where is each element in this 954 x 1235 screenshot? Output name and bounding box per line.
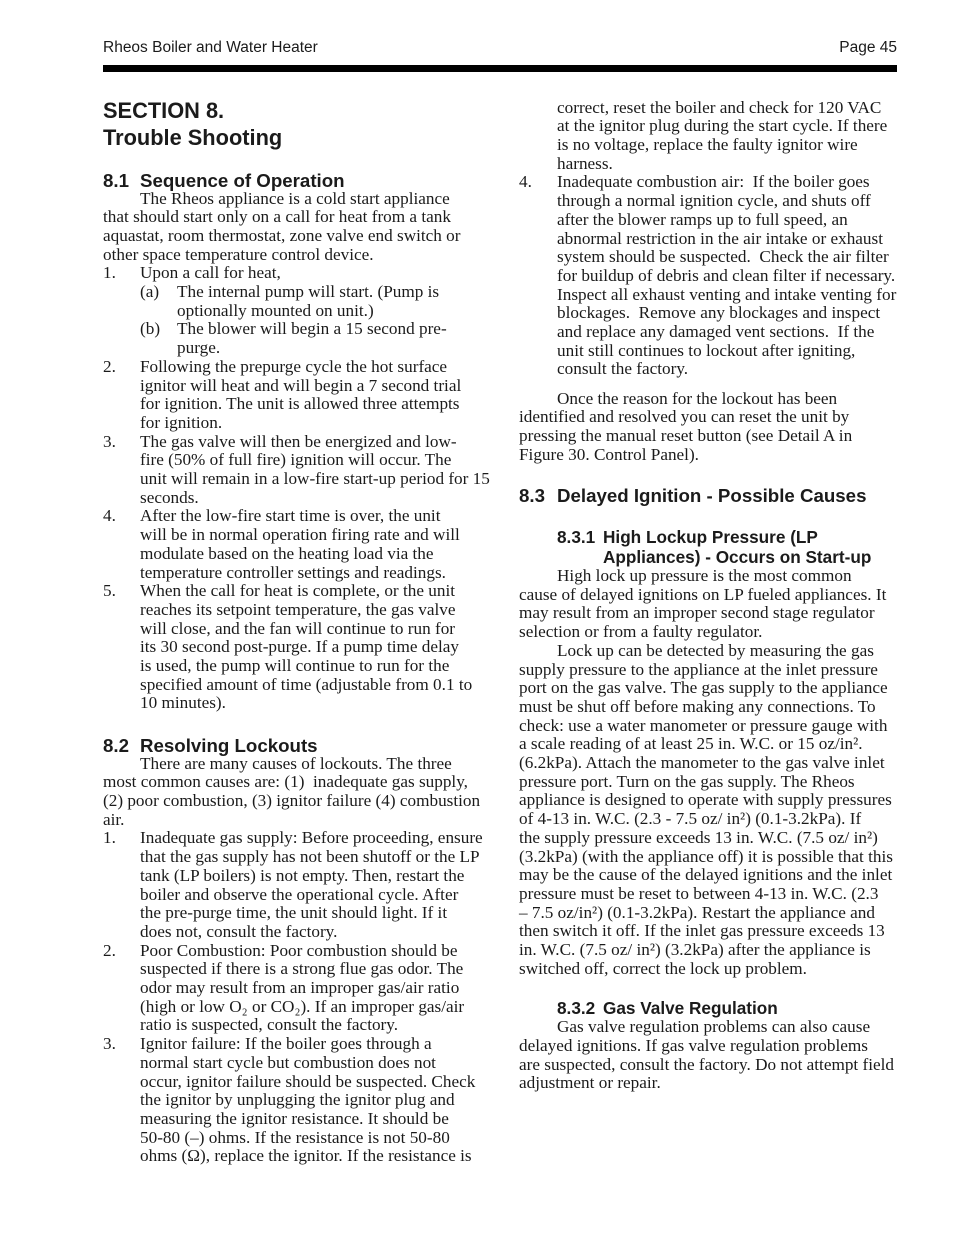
section-label: SECTION 8.	[103, 98, 225, 123]
list-item	[103, 582, 498, 713]
sub-list-item-text: The blower will begin a 15 second pre- purge.	[177, 319, 447, 358]
paragraph-gas-valve-regulation: Gas valve regulation problems can also cause delayed ignitions. If gas valve regulation problems are suspected, consult the factory. Do not attempt field adjustment or repair.	[519, 1017, 894, 1093]
list-number: 4.	[519, 172, 532, 192]
list-item-text: When the call for heat is complete, or the unit reaches its setpoint temperature, the gas valve will close, and the fan will continue to run for its 30 second post-purge. If a pump time delay is used, the pump will continue to run for the specified amount of time (adjustable from 0.1 to 10 minutes).	[140, 581, 473, 713]
list-number: 2.	[103, 356, 116, 376]
paragraph-lockup-detection: Lock up can be detected by measuring the gas supply pressure to the appliance at the inlet pressure port on the gas valve. The gas supply to the appliance must be shut off before making any connections. To check: use a water manometer or pressure gauge with a scale reading of at least 25 in. W.C. or 15 oz/in². (6.2kPa). Attach the manometer to the gas valve inlet pressure port. Turn on the gas supply. The Rheos appliance is designed to operate with supply pressures of 4-13 in. W.C. (2.3 - 7.5 oz/ in²) (0.1-3.2kPa). If the supply pressure exceeds 13 in. W.C. (7.5 oz/ in²) (3.2kPa) (with the appliance off) it is possible that this may be the cause of the delayed ignitions and the inlet pressure must be reset to between 4-13 in. W.C. (2.3 – 7.5 oz/in²) (0.1-3.2kPa). Restart the appliance and then switch it off. If the inlet gas pressure exceeds 13 in. W.C. (7.5 oz/ in²) (3.2kPa) after the appliance is switched off, correct the lock up problem.	[519, 640, 893, 978]
list-item-text: Inadequate combustion air: If the boiler goes through a normal ignition cycle, and shuts off after the blower ramps up to full speed, an abnormal restriction in the air intake or exhaust system should be suspected. Check the air filter for buildup of debris and clean filter if necessary. Inspect all exhaust venting and intake venting for blockages. Remove any blockages and inspect and replace any damaged vent sections. If the unit still continues to lockout after igniting, consult the factory.	[557, 172, 897, 379]
list-item-text: The gas valve will then be energized and low- fire (50% of full fire) ignition will occur. The unit will remain in a low-fire start-up period for 15 seconds.	[140, 431, 490, 507]
right-column	[519, 99, 914, 1093]
list-number: 3.	[103, 431, 116, 451]
header-rule	[103, 65, 897, 72]
subheading-number: 8.3.1	[557, 527, 596, 548]
list-item-text: Following the prepurge cycle the hot surface ignitor will heat and will begin a 7 second trial for ignition. The unit is allowed three attempts for ignition.	[140, 356, 462, 432]
heading-number: 8.3	[519, 484, 545, 506]
list-item	[103, 507, 498, 582]
sub-list-letter: (b)	[140, 319, 161, 339]
subheading-text: High Lockup Pressure (LP Appliances) - Occurs on Start-up	[603, 527, 872, 568]
list-number: 4.	[103, 506, 116, 526]
list-item	[103, 942, 498, 1036]
list-number: 5.	[103, 581, 116, 601]
sub-list-item	[140, 320, 498, 357]
list-item	[103, 1035, 498, 1166]
sub-list-letter: (a)	[140, 282, 160, 302]
sub-list-item	[140, 283, 498, 320]
section-title: Trouble Shooting	[103, 125, 283, 150]
list-item	[103, 829, 498, 941]
heading-8-3	[519, 486, 914, 505]
list-item	[519, 173, 914, 379]
subheading-text: Gas Valve Regulation	[603, 998, 778, 1019]
list-item-text: Inadequate gas supply: Before proceeding, ensure that the gas supply has not been shutoff or the LP tank (LP boilers) is not empty. Then, restart the boiler and observe the operational cycle. After the pre-purge time, the unit should light. If it does not, consult the factory.	[140, 828, 483, 941]
paragraph-sequence-intro: The Rheos appliance is a cold start appliance that should start only on a call for heat from a tank aquastat, room thermostat, zone valve end switch or other space temperature control device.	[103, 188, 461, 264]
list-item-text: After the low-fire start time is over, the unit will be in normal operation firing rate and will modulate based on the heating load via the temperature controller settings and readings.	[140, 506, 460, 582]
list-item-text: Ignitor failure: If the boiler goes through a normal start cycle but combustion does not occur, ignitor failure should be suspected. Check the ignitor by unplugging the ignitor plug and measuring the ignitor resistance. It should be 50-80 (–) ohms. If the resistance is not 50-80 ohms (Ω), replace the ignitor. If the resistance is	[140, 1034, 476, 1166]
list-item-continued-text: correct, reset the boiler and check for 120 VAC at the ignitor plug during the start cycle. If there is no voltage, replace the faulty ignitor wire harness.	[557, 97, 888, 173]
list-number: 1.	[103, 263, 116, 283]
heading-number: 8.1	[103, 169, 129, 191]
paragraph-lockouts-intro: There are many causes of lockouts. The three most common causes are: (1) inadequate gas supply, (2) poor combustion, (3) ignitor failure (4) combustion air.	[103, 753, 481, 829]
list-item	[103, 264, 498, 358]
heading-8-3-2	[557, 998, 914, 1018]
heading-text: Resolving Lockouts	[140, 734, 318, 756]
list-item	[103, 358, 498, 433]
list-number: 3.	[103, 1034, 116, 1054]
heading-text: Delayed Ignition - Possible Causes	[557, 484, 867, 506]
sub-list-item-text: The internal pump will start. (Pump is optionally mounted on unit.)	[177, 282, 440, 320]
list-item-text: Poor Combustion: Poor combustion should be suspected if there is a strong flue gas odor. The odor may result from an improper gas/air ratio (high or low O₂ or CO₂). If an improper gas/air ratio is suspected, consult the factory.	[140, 940, 465, 1035]
list-item-text: Upon a call for heat,	[140, 263, 281, 283]
paragraph-lockout-reset: Once the reason for the lockout has been identified and resolved you can reset the unit by pressing the manual reset button (see Detail A in Figure 30. Control Panel).	[519, 388, 853, 464]
section-heading	[103, 97, 498, 151]
heading-8-1	[103, 171, 498, 190]
heading-8-3-1	[557, 527, 914, 567]
page-number: Page 45	[839, 39, 897, 56]
list-number: 2.	[103, 940, 116, 960]
heading-text: Sequence of Operation	[140, 169, 345, 191]
list-number: 1.	[103, 828, 116, 848]
list-item	[103, 433, 498, 508]
paragraph-lockup-cause: High lock up pressure is the most common cause of delayed ignitions on LP fueled appliances. It may result from an improper second stage regulator selection or from a faulty regulator.	[519, 566, 887, 642]
subheading-number: 8.3.2	[557, 998, 596, 1019]
heading-number: 8.2	[103, 734, 129, 756]
running-header-title: Rheos Boiler and Water Heater	[103, 39, 318, 56]
heading-8-2	[103, 736, 498, 755]
left-column	[103, 97, 498, 1166]
